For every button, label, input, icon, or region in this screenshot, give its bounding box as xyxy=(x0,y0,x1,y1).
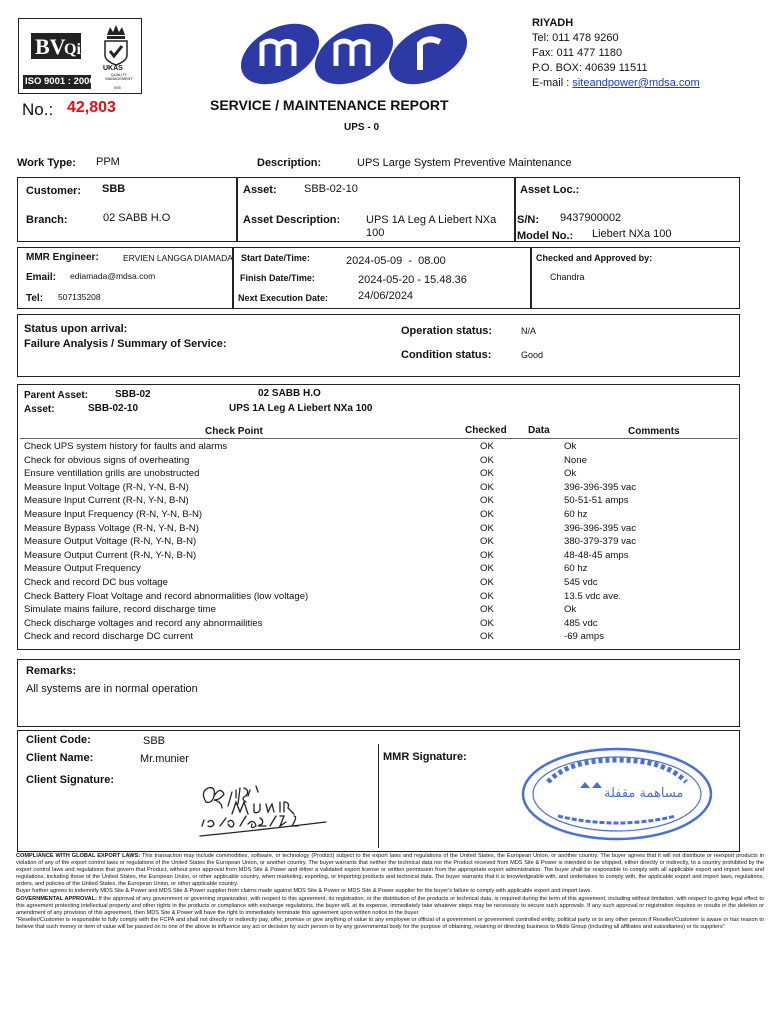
export-laws-paragraph xyxy=(16,853,764,888)
ukas-code: 005 xyxy=(114,85,121,90)
checked-cell: OK xyxy=(480,576,494,588)
remarks-value: All systems are in normal operation xyxy=(26,683,198,695)
col-checkpoint-header: Check Point xyxy=(205,426,263,437)
checkpoint-cell: Simulate mains failure, record discharge time xyxy=(24,604,216,616)
operation-status-value: N/A xyxy=(521,326,537,336)
finish-date-value: 2024-05-20 - 15.48.36 xyxy=(358,274,467,286)
office-tel: Tel: 011 478 9260 xyxy=(532,32,619,44)
asset-description-value: UPS 1A Leg A Liebert NXa 100 xyxy=(366,214,497,239)
checklist-row xyxy=(24,630,736,644)
data-cell xyxy=(552,494,564,508)
client-code-label: Client Code: xyxy=(26,734,91,746)
engineer-divider-2 xyxy=(530,247,532,309)
client-signature-image xyxy=(196,776,346,844)
checkpoint-cell: Measure Input Current (R-N, Y-N, B-N) xyxy=(24,495,189,507)
checked-cell: OK xyxy=(480,604,494,616)
approved-by-value: Chandra xyxy=(550,272,585,282)
checkpoint-cell: Measure Output Current (R-N, Y-N, B-N) xyxy=(24,549,197,561)
checkpoint-cell: Measure Output Voltage (R-N, Y-N, B-N) xyxy=(24,536,197,548)
checked-cell: OK xyxy=(480,468,494,480)
col-data-header: Data xyxy=(528,425,550,436)
data-cell xyxy=(552,617,564,631)
operation-status-label: Operation status: xyxy=(401,325,493,337)
checkpoint-cell: Measure Bypass Voltage (R-N, Y-N, B-N) xyxy=(24,522,199,534)
ukas-label: UKAS xyxy=(103,65,123,72)
svg-text:BV: BV xyxy=(35,34,66,59)
asset-label: Asset: xyxy=(243,184,277,196)
customer-divider-1 xyxy=(236,177,238,242)
export-laws-title: COMPLIANCE WITH GLOBAL EXPORT LAWS: xyxy=(16,853,141,859)
branch-value: 02 SABB H.O xyxy=(103,212,171,224)
data-cell xyxy=(552,481,564,495)
fcpa-paragraph: "Reseller/Customer is responsible to fully comply with the FCPA and shall not directly or indirectly pay, offer, promise or give anything of value to any employee or official of a government or government controlled entity, political party or to any other person if Reseller/Customer is aware or has reason to believe that such money or item of value will be passed on to one of the above to influence any act or decision by such person or by any governmental body for the purpose of obtaining, retaining or directing business to Midis Group (including all affiliates and subsidiaries) or its suppliers" xyxy=(16,916,764,930)
mmr-logo xyxy=(236,14,472,92)
client-name-label: Client Name: xyxy=(26,752,94,764)
office-city: RIYADH xyxy=(532,17,574,29)
report-no-label: No.: xyxy=(22,100,54,119)
checkpoint-cell: Check and record DC bus voltage xyxy=(24,576,168,588)
checkpoint-cell: Check for obvious signs of overheating xyxy=(24,454,190,466)
col-checked-header: Checked xyxy=(465,425,507,436)
checklist-table-wrap xyxy=(24,440,736,644)
office-email-label: E-mail : xyxy=(532,77,573,89)
model-number-label: Model No.: xyxy=(517,230,574,242)
checklist-row xyxy=(24,617,736,631)
customer-divider-2 xyxy=(514,177,516,242)
comment-cell: 396-396-395 vac xyxy=(564,481,637,493)
comment-cell: 545 vdc xyxy=(564,576,598,588)
checklist-row xyxy=(24,549,736,563)
serial-number-value: 9437900002 xyxy=(560,212,622,224)
checkpoint-cell: Check discharge voltages and record any abnormailities xyxy=(24,617,263,629)
client-signature-label: Client Signature: xyxy=(26,774,115,786)
checked-cell: OK xyxy=(480,590,494,602)
customer-value: SBB xyxy=(102,183,126,195)
remarks-label: Remarks: xyxy=(26,665,77,677)
checkpoint-cell: Measure Output Frequency xyxy=(24,563,141,575)
comment-cell: -69 amps xyxy=(564,631,604,643)
checkpoint-cell: Check and record discharge DC current xyxy=(24,631,194,643)
data-cell xyxy=(552,549,564,563)
data-cell xyxy=(552,590,564,604)
col-comments-header: Comments xyxy=(628,426,680,437)
checkpoint-cell: Check UPS system history for faults and alarms xyxy=(24,441,228,452)
next-execution-value: 24/06/2024 xyxy=(358,290,414,302)
checked-cell: OK xyxy=(480,522,494,534)
data-cell xyxy=(552,467,564,481)
condition-status-label: Condition status: xyxy=(401,349,492,361)
office-email-link[interactable]: siteandpower@mdsa.com xyxy=(572,77,700,89)
comment-cell: 380-379-379 vac xyxy=(564,536,637,548)
work-type-value: PPM xyxy=(96,156,120,168)
checklist-row xyxy=(24,562,736,576)
government-approval-paragraph xyxy=(16,896,764,917)
report-subtitle: UPS - 0 xyxy=(344,122,380,133)
ukas-sub: QUALITY MANAGEMENT xyxy=(105,73,133,81)
parent-asset-value: SBB-02 xyxy=(115,389,151,400)
start-date-label: Start Date/Time: xyxy=(241,253,310,263)
comment-cell: 60 hz xyxy=(564,508,588,520)
report-no: 42,803 xyxy=(67,99,116,116)
engineer-email-label: Email: xyxy=(26,272,57,283)
checklist-body xyxy=(24,440,736,644)
checklist-asset-label: Asset: xyxy=(24,404,55,415)
checklist-row xyxy=(24,508,736,522)
arrival-status-label: Status upon arrival: xyxy=(24,323,128,335)
client-name-value: Mr.munier xyxy=(140,753,189,765)
checked-cell: OK xyxy=(480,495,494,507)
iso-label: ISO 9001 : 2000 xyxy=(25,76,95,87)
checklist-row xyxy=(24,576,736,590)
office-email-row xyxy=(532,76,700,91)
branch-label: Branch: xyxy=(26,214,68,226)
engineer-email-value: ediamada@mdsa.com xyxy=(70,271,156,281)
asset-description-label: Asset Description: xyxy=(243,214,341,226)
data-cell xyxy=(552,454,564,468)
description-value: UPS Large System Preventive Maintenance xyxy=(357,157,572,169)
failure-analysis-label: Failure Analysis / Summary of Service: xyxy=(24,338,227,350)
comment-cell: 48-48-45 amps xyxy=(564,549,629,561)
data-cell xyxy=(552,535,564,549)
condition-status-value: Good xyxy=(521,350,544,360)
engineer-tel-value: 507135208 xyxy=(58,292,101,302)
next-execution-label: Next Execution Date: xyxy=(238,293,329,303)
comment-cell: 60 hz xyxy=(564,563,588,575)
checkpoint-cell: Measure Input Frequency (R-N, Y-N, B-N) xyxy=(24,508,203,520)
asset-value: SBB-02-10 xyxy=(304,183,358,195)
checked-cell: OK xyxy=(480,563,494,575)
checklist-asset-value: SBB-02-10 xyxy=(88,403,139,414)
checked-cell: OK xyxy=(480,536,494,548)
government-approval-title: GOVERNMENTAL APPROVAL: xyxy=(16,895,97,902)
checked-cell: OK xyxy=(480,454,494,466)
model-number-value: Liebert NXa 100 xyxy=(592,228,672,240)
checklist-asset-description: UPS 1A Leg A Liebert NXa 100 xyxy=(229,403,373,414)
mmr-signature-label: MMR Signature: xyxy=(383,751,467,763)
checklist-table xyxy=(24,440,736,644)
approved-by-label: Checked and Approved by: xyxy=(536,253,653,263)
engineer-label: MMR Engineer: xyxy=(26,252,99,263)
comment-cell: Ok xyxy=(564,468,577,480)
comment-cell: Ok xyxy=(564,441,577,452)
comment-cell: 485 vdc xyxy=(564,617,598,629)
checklist-row xyxy=(24,590,736,604)
checklist-header-rule xyxy=(20,438,738,439)
comment-cell: 13.5 vdc ave. xyxy=(564,590,622,602)
company-stamp xyxy=(518,744,716,844)
checked-cell: OK xyxy=(480,549,494,561)
checkpoint-cell: Check Battery Float Voltage and record abnormalities (low voltage) xyxy=(24,590,309,602)
data-cell xyxy=(552,508,564,522)
checklist-row xyxy=(24,440,736,454)
asset-location-label: Asset Loc.: xyxy=(520,184,580,196)
svg-text:Qi: Qi xyxy=(64,41,81,58)
office-contact xyxy=(532,16,700,91)
comment-cell: 50-51-51 amps xyxy=(564,495,629,507)
data-cell xyxy=(552,440,564,454)
finish-date-label: Finish Date/Time: xyxy=(240,273,315,283)
serial-number-label: S/N: xyxy=(517,214,539,226)
report-title: SERVICE / MAINTENANCE REPORT xyxy=(210,97,449,113)
engineer-tel-label: Tel: xyxy=(26,293,44,304)
bvqi-ukas-cert-logo xyxy=(18,18,142,94)
description-label: Description: xyxy=(257,157,322,169)
checklist-row xyxy=(24,535,736,549)
checked-cell: OK xyxy=(480,617,494,629)
data-cell xyxy=(552,522,564,536)
data-cell xyxy=(552,562,564,576)
government-approval-body: If the approval of any government or governing organization, with respect to this agreement, its registration, or the distribution of the products or technical data, is required during the term of this agreement, including without limitation, with respect to giving legal effect to this agreement protecting intellectual property and other rights in the products or compliance with exchange regulations, the buyer will, at its expense, immediately take whatever steps may be necessary to secure such approvals. If any such approval or registration requires or results in the deletion or amendment of any provision of this agreement, then MDS Site & Power will have the right to immediately terminate this agreement upon written notice to the buyer. xyxy=(16,895,764,916)
checklist-row xyxy=(24,454,736,468)
checklist-row xyxy=(24,603,736,617)
data-cell xyxy=(552,603,564,617)
checked-cell: OK xyxy=(480,631,494,643)
parent-asset-label: Parent Asset: xyxy=(24,390,89,401)
checked-cell: OK xyxy=(480,441,494,452)
checked-cell: OK xyxy=(480,508,494,520)
comment-cell: 396-396-395 vac xyxy=(564,522,637,534)
office-fax: Fax: 011 477 1180 xyxy=(532,47,623,59)
checkpoint-cell: Measure Input Voltage (R-N, Y-N, B-N) xyxy=(24,481,189,493)
comment-cell: None xyxy=(564,454,587,466)
checked-cell: OK xyxy=(480,481,494,493)
export-laws-body: This transaction may include commodities, software, or technology (Product) subject to the export laws and regulations of the United States, the European Union, or another country. The buyer agrees that it will not distribute or reexport products in violation of any of the export control laws or regulations of the United States the European Union, or another country. The buyer warrants that neither the technical data nor the Product received from MDS Site & Power is intended to be shipped, either directly or indirectly, to a country prohibited by the export control laws and regulations that govern that Product, without prior approval from MDS Site & Power and either a validated export license or written permission from the appropriate export administration. The buyer shall be responsible to comply with all applicable export and import laws and regulations, including those of the United States, the European Union, or other applicable country, when marketing, exporting, or importing products and technical data. The buyer warrants that it is knowledgeable with, and undertakes to comply with, the applicable export and import laws, regulations, orders, and policies of the United States, the European Union, or other applicable country. xyxy=(16,853,764,888)
legal-terms xyxy=(16,853,764,931)
start-date-value: 2024-05-09 - 08.00 xyxy=(346,255,446,267)
checkpoint-cell: Ensure ventillation grills are unobstructed xyxy=(24,468,200,480)
client-divider xyxy=(378,744,379,848)
stamp-text: مساهمة مقفلة xyxy=(604,786,684,801)
checklist-row xyxy=(24,522,736,536)
bvqi-logo xyxy=(31,27,81,71)
work-type-label: Work Type: xyxy=(17,157,76,169)
comment-cell: Ok xyxy=(564,604,577,616)
client-code-value: SBB xyxy=(143,735,166,747)
checklist-row xyxy=(24,481,736,495)
data-cell xyxy=(552,630,564,644)
checklist-row xyxy=(24,494,736,508)
customer-label: Customer: xyxy=(26,185,82,197)
office-po-box: P.O. BOX: 40639 11511 xyxy=(532,62,648,74)
parent-asset-branch: 02 SABB H.O xyxy=(258,388,321,399)
data-cell xyxy=(552,576,564,590)
checklist-row xyxy=(24,467,736,481)
engineer-value: ERVIEN LANGGA DIAMADA xyxy=(123,253,233,263)
indemnify-paragraph: Buyer further agrees to indemnify MDS Site & Power and MDS Site & Power supplier from claims made against MDS Site & Power or MDS Site & Power supplier for the buyer's failure to comply with applicable export and import laws. xyxy=(16,888,592,895)
